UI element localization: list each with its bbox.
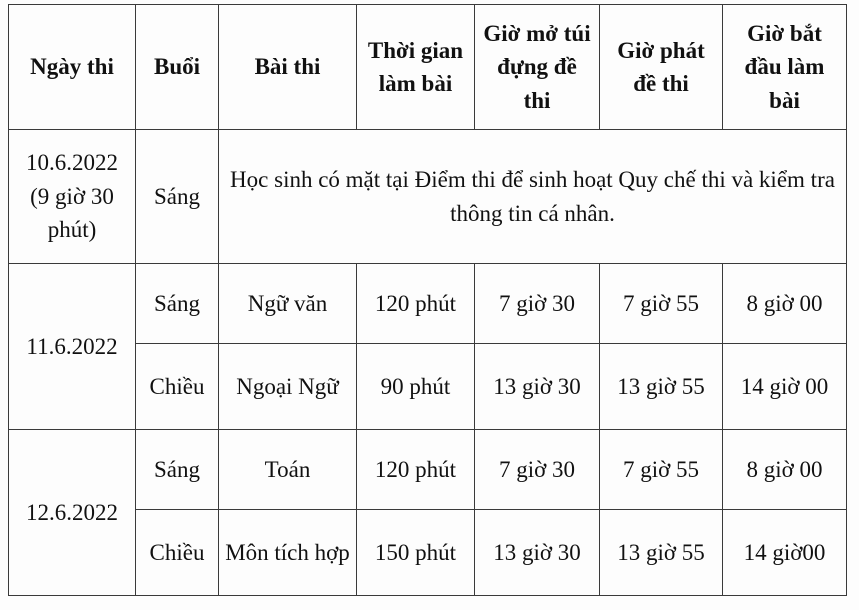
header-session: Buổi bbox=[136, 5, 219, 130]
start-time-cell: 8 giờ 00 bbox=[723, 430, 847, 510]
exam-date: 10.6.2022 bbox=[26, 150, 118, 176]
session-cell: Sáng bbox=[136, 130, 219, 264]
session-cell: Sáng bbox=[136, 264, 219, 344]
open-time-cell: 7 giờ 30 bbox=[475, 430, 600, 510]
date-cell bbox=[9, 130, 136, 264]
subject-cell: Toán bbox=[219, 430, 357, 510]
header-subject: Bài thi bbox=[219, 5, 357, 130]
open-time-cell: 13 giờ 30 bbox=[475, 344, 600, 430]
distribute-time-cell: 13 giờ 55 bbox=[600, 344, 723, 430]
table-row bbox=[9, 264, 847, 344]
distribute-time-cell: 13 giờ 55 bbox=[600, 510, 723, 596]
open-time-cell: 7 giờ 30 bbox=[475, 264, 600, 344]
table-row bbox=[9, 130, 847, 264]
header-duration: Thời gian làm bài bbox=[357, 5, 475, 130]
table-row bbox=[9, 430, 847, 510]
header-start-time: Giờ bắt đầu làm bài bbox=[723, 5, 847, 130]
duration-cell: 150 phút bbox=[357, 510, 475, 596]
header-distribute-time: Giờ phát đề thi bbox=[600, 5, 723, 130]
orientation-note: Học sinh có mặt tại Điểm thi để sinh hoạt Quy chế thi và kiểm tra thông tin cá nhân. bbox=[219, 130, 847, 264]
subject-cell: Môn tích hợp bbox=[219, 510, 357, 596]
subject-cell: Ngữ văn bbox=[219, 264, 357, 344]
distribute-time-cell: 7 giờ 55 bbox=[600, 264, 723, 344]
session-cell: Sáng bbox=[136, 430, 219, 510]
open-time-cell: 13 giờ 30 bbox=[475, 510, 600, 596]
duration-cell: 120 phút bbox=[357, 430, 475, 510]
start-time-cell: 14 giờ 00 bbox=[723, 344, 847, 430]
date-cell: 12.6.2022 bbox=[9, 430, 136, 596]
start-time-cell: 14 giờ00 bbox=[723, 510, 847, 596]
distribute-time-cell: 7 giờ 55 bbox=[600, 430, 723, 510]
duration-cell: 120 phút bbox=[357, 264, 475, 344]
header-open-time: Giờ mở túi đựng đề thi bbox=[475, 5, 600, 130]
exam-schedule-table bbox=[8, 4, 847, 596]
duration-cell: 90 phút bbox=[357, 344, 475, 430]
header-row bbox=[9, 5, 847, 130]
header-exam-date: Ngày thi bbox=[9, 5, 136, 130]
time-note: (9 giờ 30 phút) bbox=[30, 183, 114, 243]
start-time-cell: 8 giờ 00 bbox=[723, 264, 847, 344]
session-cell: Chiều bbox=[136, 510, 219, 596]
session-cell: Chiều bbox=[136, 344, 219, 430]
subject-cell: Ngoại Ngữ bbox=[219, 344, 357, 430]
date-cell: 11.6.2022 bbox=[9, 264, 136, 430]
